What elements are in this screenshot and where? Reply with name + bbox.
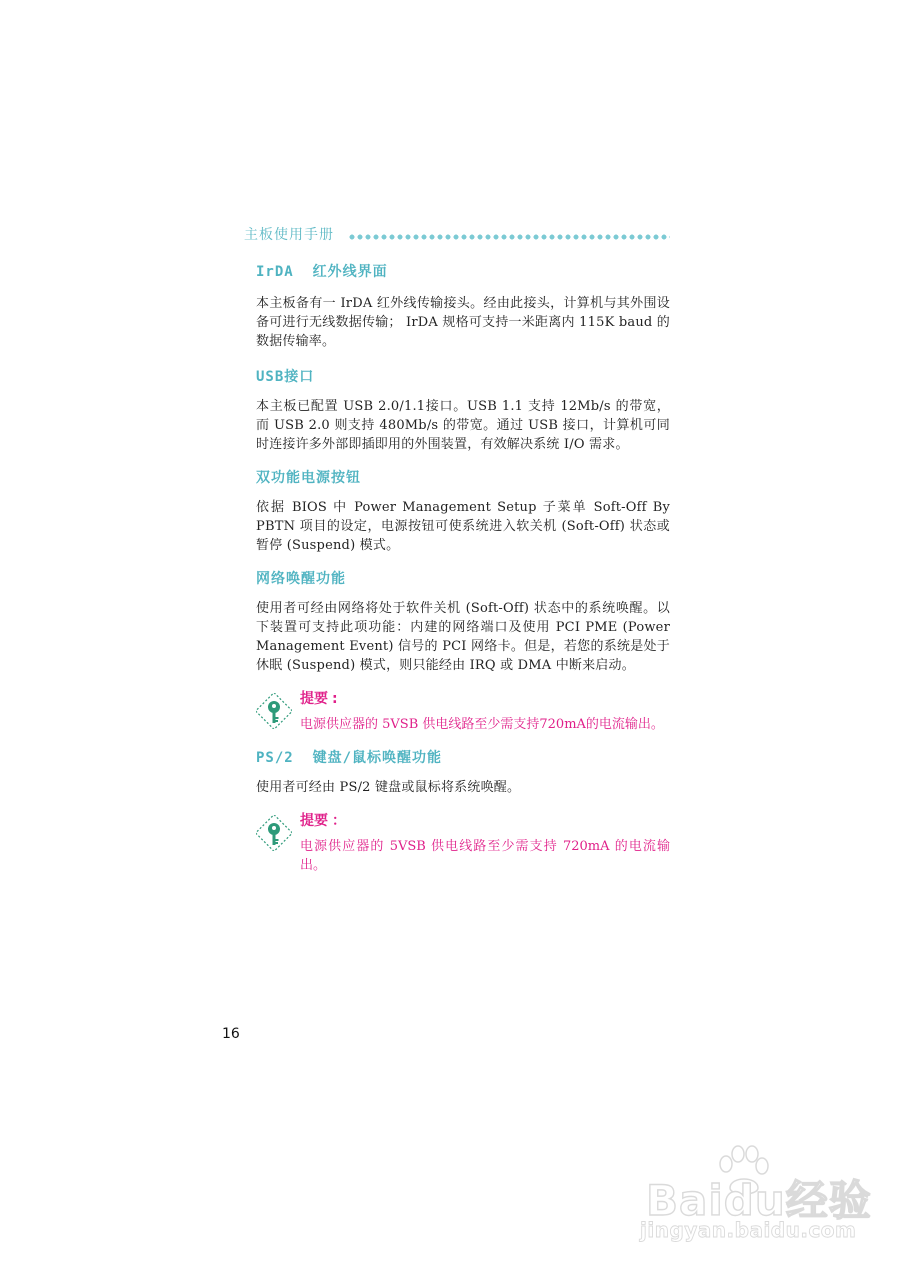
content-column	[256, 262, 670, 875]
note-label-text-1: 提要	[300, 691, 328, 707]
page-number: 16	[222, 1026, 240, 1042]
note-text-1: 电源供应器的 5VSB 供电线路至少需支持720mA的电流输出。	[300, 717, 664, 732]
note-label-colon-1: :	[332, 691, 338, 707]
note-text-2: 电源供应器的 5VSB 供电线路至少需支持 720mA 的电流输出。	[300, 839, 670, 873]
note-label-text-2: 提要	[300, 813, 328, 829]
running-title: 主板使用手册	[244, 227, 334, 243]
watermark-main: Baidu经验	[646, 1176, 872, 1225]
watermark-url: jingyan.baidu.com	[640, 1218, 857, 1242]
note-label-2	[300, 811, 670, 831]
note-box-2	[256, 811, 670, 875]
dotted-rule	[348, 234, 670, 240]
section-heading-wake-on-lan: 网络唤醒功能	[256, 571, 346, 587]
section-heading-ps2: PS/2 键盘/鼠标唤醒功能	[256, 750, 443, 766]
baidu-watermark	[640, 1140, 890, 1250]
note-label-colon-2: ：	[332, 813, 346, 829]
section-body-wake-on-lan: 使用者可经由网络将处于软件关机 (Soft-Off) 状态中的系统唤醒。以下装置可支持此项功能：内建的网络端口及使用 PCI PME (Power Management Event) 信号的 PCI 网络卡。但是，若您的系统是处于休眠 (Suspend) 模式，则只能经由 IRQ 或 DMA 中断来启动。	[256, 601, 670, 673]
note-box-1	[256, 689, 670, 734]
section-body-ps2: 使用者可经由 PS/2 键盘或鼠标将系统唤醒。	[256, 780, 521, 795]
section-heading-usb: USB接口	[256, 369, 315, 385]
section-heading-irda: IrDA 红外线界面	[256, 264, 388, 280]
key-icon	[256, 815, 292, 851]
running-header	[244, 224, 670, 244]
key-icon	[256, 693, 292, 729]
section-body-irda: 本主板备有一 IrDA 红外线传输接头。经由此接头，计算机与其外围设备可进行无线数据传输； IrDA 规格可支持一米距离内 115K baud 的数据传输率。	[256, 296, 670, 349]
section-body-power-button: 依据 BIOS 中 Power Management Setup 子菜单 Soft-Off By PBTN 项目的设定，电源按钮可使系统进入软关机 (Soft-Off) 状态或暂停 (Suspend) 模式。	[256, 500, 670, 553]
note-label-1	[300, 689, 670, 709]
section-body-usb: 本主板已配置 USB 2.0/1.1接口。USB 1.1 支持 12Mb/s 的带宽，而 USB 2.0 则支持 480Mb/s 的带宽。通过 USB 接口，计算机可同时连接许多外部即插即用的外围装置，有效解决系统 I/O 需求。	[256, 399, 670, 452]
section-heading-power-button: 双功能电源按钮	[256, 470, 361, 486]
